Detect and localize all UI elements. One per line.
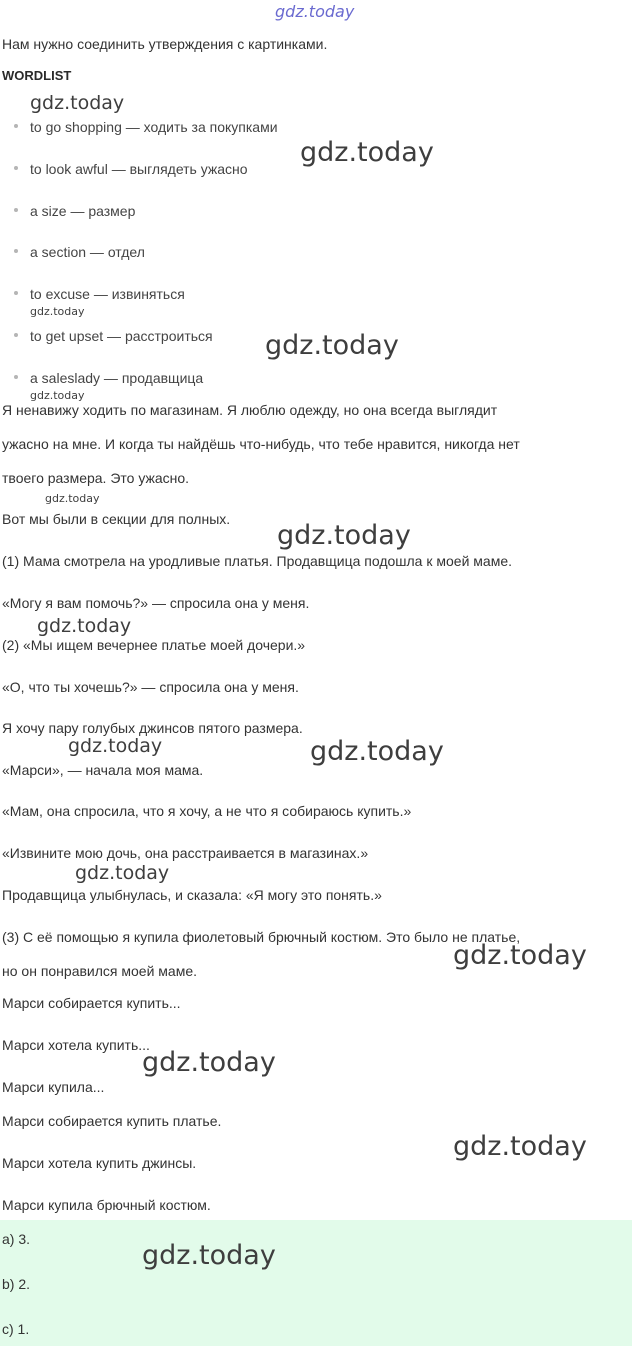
watermark-text: gdz.today — [453, 1131, 587, 1162]
story-line: Вот мы были в секции для полных. — [2, 511, 231, 527]
watermark-text: gdz.today — [142, 1240, 276, 1271]
wordlist-item-text: a saleslady — продавщица — [30, 370, 204, 386]
wordlist-item-text: to look awful — выглядеть ужасно — [30, 161, 248, 177]
watermark-text: gdz.today — [310, 736, 444, 767]
question-line: Марси купила... — [2, 1079, 105, 1095]
bullet-icon — [14, 249, 18, 253]
story-line: твоего размера. Это ужасно. — [2, 470, 190, 486]
watermark-text: gdz.today — [30, 92, 125, 114]
answer-line: Марси собирается купить платье. — [2, 1113, 222, 1129]
story-line: «О, что ты хочешь?» — спросила она у меня. — [2, 679, 299, 695]
wordlist-title: WORDLIST — [2, 68, 72, 83]
bullet-icon — [14, 166, 18, 170]
answer-line: Марси хотела купить джинсы. — [2, 1155, 197, 1171]
story-line: (2) «Мы ищем вечернее платье моей дочери.» — [2, 637, 306, 653]
wordlist-item — [14, 285, 185, 303]
wordlist-item — [14, 369, 203, 387]
answer-option: a) 3. — [2, 1231, 31, 1247]
bullet-icon — [14, 124, 18, 128]
story-line: Я ненавижу ходить по магазинам. Я люблю одежду, но она всегда выглядит — [2, 402, 498, 418]
story-line: «Мам, она спросила, что я хочу, а не что я собираюсь купить.» — [2, 803, 412, 819]
watermark-text: gdz.today — [265, 330, 399, 361]
bullet-icon — [14, 208, 18, 212]
wordlist-item-text: to excuse — извиняться — [30, 286, 185, 302]
wordlist-item-text: a section — отдел — [30, 244, 145, 260]
watermark-text: gdz.today — [75, 862, 170, 884]
answer-option: c) 1. — [2, 1321, 30, 1337]
watermark-text: gdz.today — [30, 389, 85, 402]
wordlist-item-text: a size — размер — [30, 203, 136, 219]
story-line: но он понравился моей маме. — [2, 963, 198, 979]
watermark-text: gdz.today — [68, 735, 163, 757]
question-line: Марси хотела купить... — [2, 1037, 150, 1053]
story-line: «Извините мою дочь, она расстраивается в магазинах.» — [2, 845, 369, 861]
top-watermark: gdz.today — [275, 2, 355, 21]
answer-line: Марси купила брючный костюм. — [2, 1197, 211, 1213]
bullet-icon — [14, 375, 18, 379]
watermark-text: gdz.today — [277, 520, 411, 551]
intro-text: Нам нужно соединить утверждения с картинками. — [2, 36, 328, 52]
wordlist-item-text: to go shopping — ходить за покупками — [30, 119, 278, 135]
wordlist-item — [14, 327, 213, 345]
bullet-icon — [14, 333, 18, 337]
watermark-text: gdz.today — [45, 492, 100, 505]
story-line: Продавщица улыбнулась, и сказала: «Я могу это понять.» — [2, 887, 382, 903]
story-line: ужасно на мне. И когда ты найдёшь что-нибудь, что тебе нравится, никогда нет — [2, 436, 520, 452]
bullet-icon — [14, 291, 18, 295]
wordlist-item — [14, 202, 135, 220]
watermark-text: gdz.today — [37, 615, 132, 637]
story-line: (1) Мама смотрела на уродливые платья. Продавщица подошла к моей маме. — [2, 553, 512, 569]
wordlist-item-text: to get upset — расстроиться — [30, 328, 213, 344]
watermark-text: gdz.today — [300, 137, 434, 168]
watermark-text: gdz.today — [453, 940, 587, 971]
story-line: «Марси», — начала моя мама. — [2, 762, 204, 778]
watermark-text: gdz.today — [30, 305, 85, 318]
watermark-text: gdz.today — [142, 1047, 276, 1078]
answers-block — [0, 1220, 632, 1346]
wordlist-item — [14, 118, 278, 136]
wordlist-item — [14, 243, 145, 261]
question-line: Марси собирается купить... — [2, 995, 181, 1011]
story-line: «Могу я вам помочь?» — спросила она у меня. — [2, 595, 310, 611]
answer-option: b) 2. — [2, 1276, 31, 1292]
wordlist-item — [14, 160, 248, 178]
story-line: (3) С её помощью я купила фиолетовый брючный костюм. Это было не платье, — [2, 929, 521, 945]
story-line: Я хочу пару голубых джинсов пятого размера. — [2, 720, 303, 736]
